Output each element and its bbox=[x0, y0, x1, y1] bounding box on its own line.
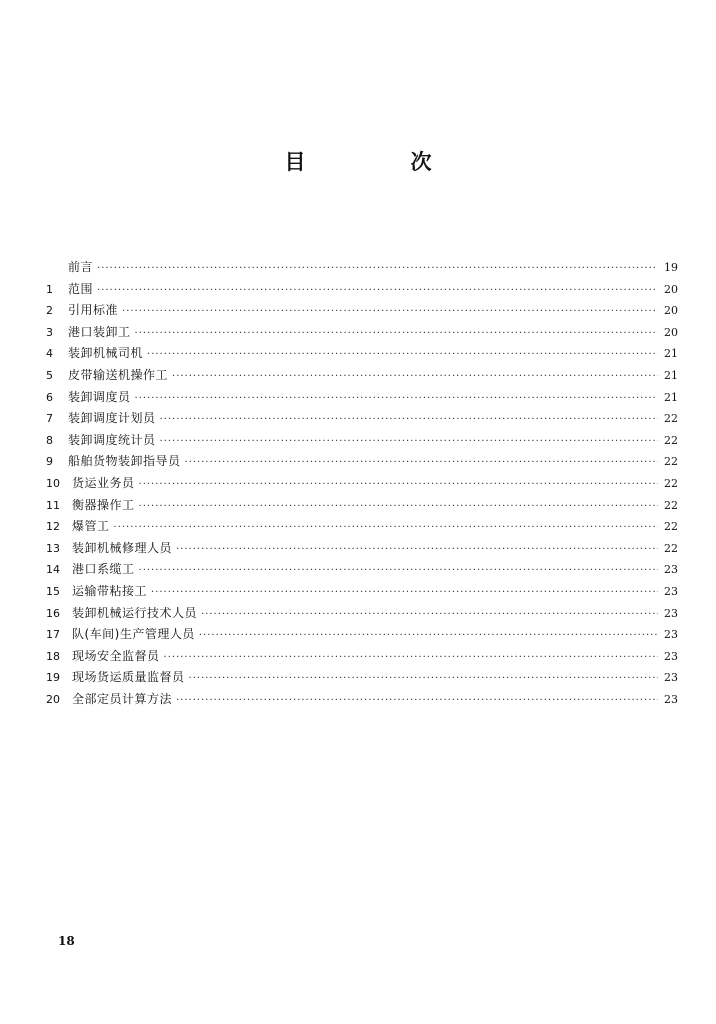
toc-entry-number: 18 bbox=[46, 649, 60, 663]
toc-entry[interactable] bbox=[46, 409, 678, 431]
toc-entry-title: 全部定员计算方法 bbox=[72, 691, 173, 706]
toc-entry[interactable] bbox=[46, 560, 678, 582]
toc-leader-dots bbox=[164, 652, 658, 663]
toc-entry-number: 1 bbox=[46, 282, 53, 296]
toc-entry[interactable] bbox=[46, 323, 678, 345]
toc-leader-dots bbox=[160, 436, 658, 447]
toc-entry-page: 20 bbox=[664, 282, 678, 296]
toc-entry-title: 现场安全监督员 bbox=[72, 648, 160, 663]
toc-entry[interactable] bbox=[46, 496, 678, 518]
toc-entry-page: 23 bbox=[664, 692, 678, 706]
toc-entry-title: 装卸机械修理人员 bbox=[72, 540, 173, 555]
toc-entry-page: 22 bbox=[664, 433, 678, 447]
toc-entry-number: 14 bbox=[46, 563, 60, 577]
toc-entry-title: 船舶货物装卸指导员 bbox=[68, 454, 181, 469]
toc-leader-dots bbox=[176, 695, 658, 706]
toc-entry[interactable] bbox=[46, 539, 678, 561]
toc-entry-title: 现场货运质量监督员 bbox=[72, 670, 185, 685]
toc-leader-dots bbox=[176, 544, 658, 555]
toc-entry-title: 爆管工 bbox=[72, 519, 110, 534]
toc-entry-page: 21 bbox=[664, 368, 678, 382]
toc-entry-title: 前言 bbox=[68, 260, 94, 274]
toc-leader-dots bbox=[139, 479, 658, 490]
toc-leader-dots bbox=[172, 371, 658, 382]
toc-entry-number: 11 bbox=[46, 498, 60, 512]
toc-leader-dots bbox=[201, 609, 658, 620]
toc-leader-dots bbox=[160, 414, 658, 425]
toc-leader-dots bbox=[199, 630, 658, 641]
toc-entry-number: 9 bbox=[46, 455, 53, 469]
toc-entry-title: 运输带粘接工 bbox=[72, 583, 148, 598]
toc-leader-dots bbox=[122, 306, 658, 317]
toc-entry-number: 10 bbox=[46, 476, 60, 490]
toc-entry-number: 13 bbox=[46, 541, 60, 555]
toc-leader-dots bbox=[135, 328, 658, 339]
toc-entry-page: 22 bbox=[664, 455, 678, 469]
toc-entry-title: 引用标准 bbox=[68, 303, 119, 318]
toc-entry-page: 23 bbox=[664, 628, 678, 642]
toc-entry-title: 队(车间)生产管理人员 bbox=[72, 627, 195, 642]
toc-entry[interactable] bbox=[46, 280, 678, 302]
toc-entry-number: 17 bbox=[46, 628, 60, 642]
toc-entry-page: 23 bbox=[664, 671, 678, 685]
toc-leader-dots bbox=[147, 349, 658, 360]
toc-entry[interactable] bbox=[46, 604, 678, 626]
toc-leader-dots bbox=[135, 393, 658, 404]
toc-leader-dots bbox=[139, 565, 658, 576]
toc-entry-page: 22 bbox=[664, 498, 678, 512]
toc-entry[interactable] bbox=[46, 474, 678, 496]
toc-entry-page: 23 bbox=[664, 606, 678, 620]
toc-entry-page: 22 bbox=[664, 541, 678, 555]
toc-leader-dots bbox=[151, 587, 658, 598]
toc-entry-title: 范围 bbox=[68, 281, 94, 296]
toc-entry[interactable] bbox=[46, 582, 678, 604]
toc-entry[interactable] bbox=[46, 668, 678, 690]
toc-entry-number: 12 bbox=[46, 520, 60, 534]
toc-entry-number: 16 bbox=[46, 606, 60, 620]
toc-entry-number: 2 bbox=[46, 304, 53, 318]
toc-entry[interactable] bbox=[46, 301, 678, 323]
toc-entry[interactable] bbox=[46, 388, 678, 410]
toc-entry-number: 6 bbox=[46, 390, 53, 404]
toc-entry-title: 装卸机械运行技术人员 bbox=[72, 605, 198, 620]
toc-entry-title: 装卸调度员 bbox=[68, 389, 131, 404]
toc-entry[interactable] bbox=[46, 431, 678, 453]
toc-entry-page: 22 bbox=[664, 520, 678, 534]
toc-entry[interactable] bbox=[46, 647, 678, 669]
toc-entry-number: 20 bbox=[46, 692, 60, 706]
toc-leader-dots bbox=[97, 263, 658, 274]
toc-entry-title: 货运业务员 bbox=[72, 475, 135, 490]
toc-entry-number: 3 bbox=[46, 325, 53, 339]
page-number: 18 bbox=[58, 934, 75, 948]
toc-entry[interactable] bbox=[46, 517, 678, 539]
toc-entry[interactable] bbox=[46, 625, 678, 647]
toc-entry-page: 20 bbox=[664, 304, 678, 318]
toc-leader-dots bbox=[139, 501, 658, 512]
toc-leader-dots bbox=[189, 673, 658, 684]
toc-entry-page: 22 bbox=[664, 476, 678, 490]
toc-entry-title: 皮带输送机操作工 bbox=[68, 367, 169, 382]
toc-entry-title: 衡器操作工 bbox=[72, 497, 135, 512]
toc-entry-number: 15 bbox=[46, 584, 60, 598]
toc-entry-title: 装卸调度统计员 bbox=[68, 432, 156, 447]
page-title: 目 次 bbox=[284, 150, 474, 174]
toc-entry-number: 7 bbox=[46, 412, 53, 426]
toc-entry-page: 21 bbox=[664, 390, 678, 404]
toc-entry-number: 5 bbox=[46, 368, 53, 382]
toc-leader-dots bbox=[185, 457, 658, 468]
toc-entry-title: 港口系缆工 bbox=[72, 562, 135, 577]
toc-entry-number: 19 bbox=[46, 671, 60, 685]
toc-entry-number: 4 bbox=[46, 347, 53, 361]
toc-entry[interactable] bbox=[46, 690, 678, 712]
toc-entry[interactable] bbox=[46, 366, 678, 388]
toc-entry-page: 23 bbox=[664, 563, 678, 577]
toc-entry-title: 装卸机械司机 bbox=[68, 346, 144, 361]
toc-entry-number: 8 bbox=[46, 433, 53, 447]
toc-entry-page: 23 bbox=[664, 584, 678, 598]
toc-entry[interactable] bbox=[46, 258, 678, 280]
table-of-contents bbox=[46, 258, 678, 711]
toc-entry-page: 22 bbox=[664, 412, 678, 426]
toc-entry[interactable] bbox=[46, 344, 678, 366]
toc-entry[interactable] bbox=[46, 452, 678, 474]
toc-entry-title: 装卸调度计划员 bbox=[68, 411, 156, 426]
toc-leader-dots bbox=[97, 285, 658, 296]
toc-entry-page: 21 bbox=[664, 347, 678, 361]
toc-entry-page: 23 bbox=[664, 649, 678, 663]
toc-entry-title: 港口装卸工 bbox=[68, 324, 131, 339]
toc-leader-dots bbox=[114, 522, 658, 533]
toc-entry-page: 19 bbox=[664, 261, 678, 274]
toc-entry-page: 20 bbox=[664, 325, 678, 339]
